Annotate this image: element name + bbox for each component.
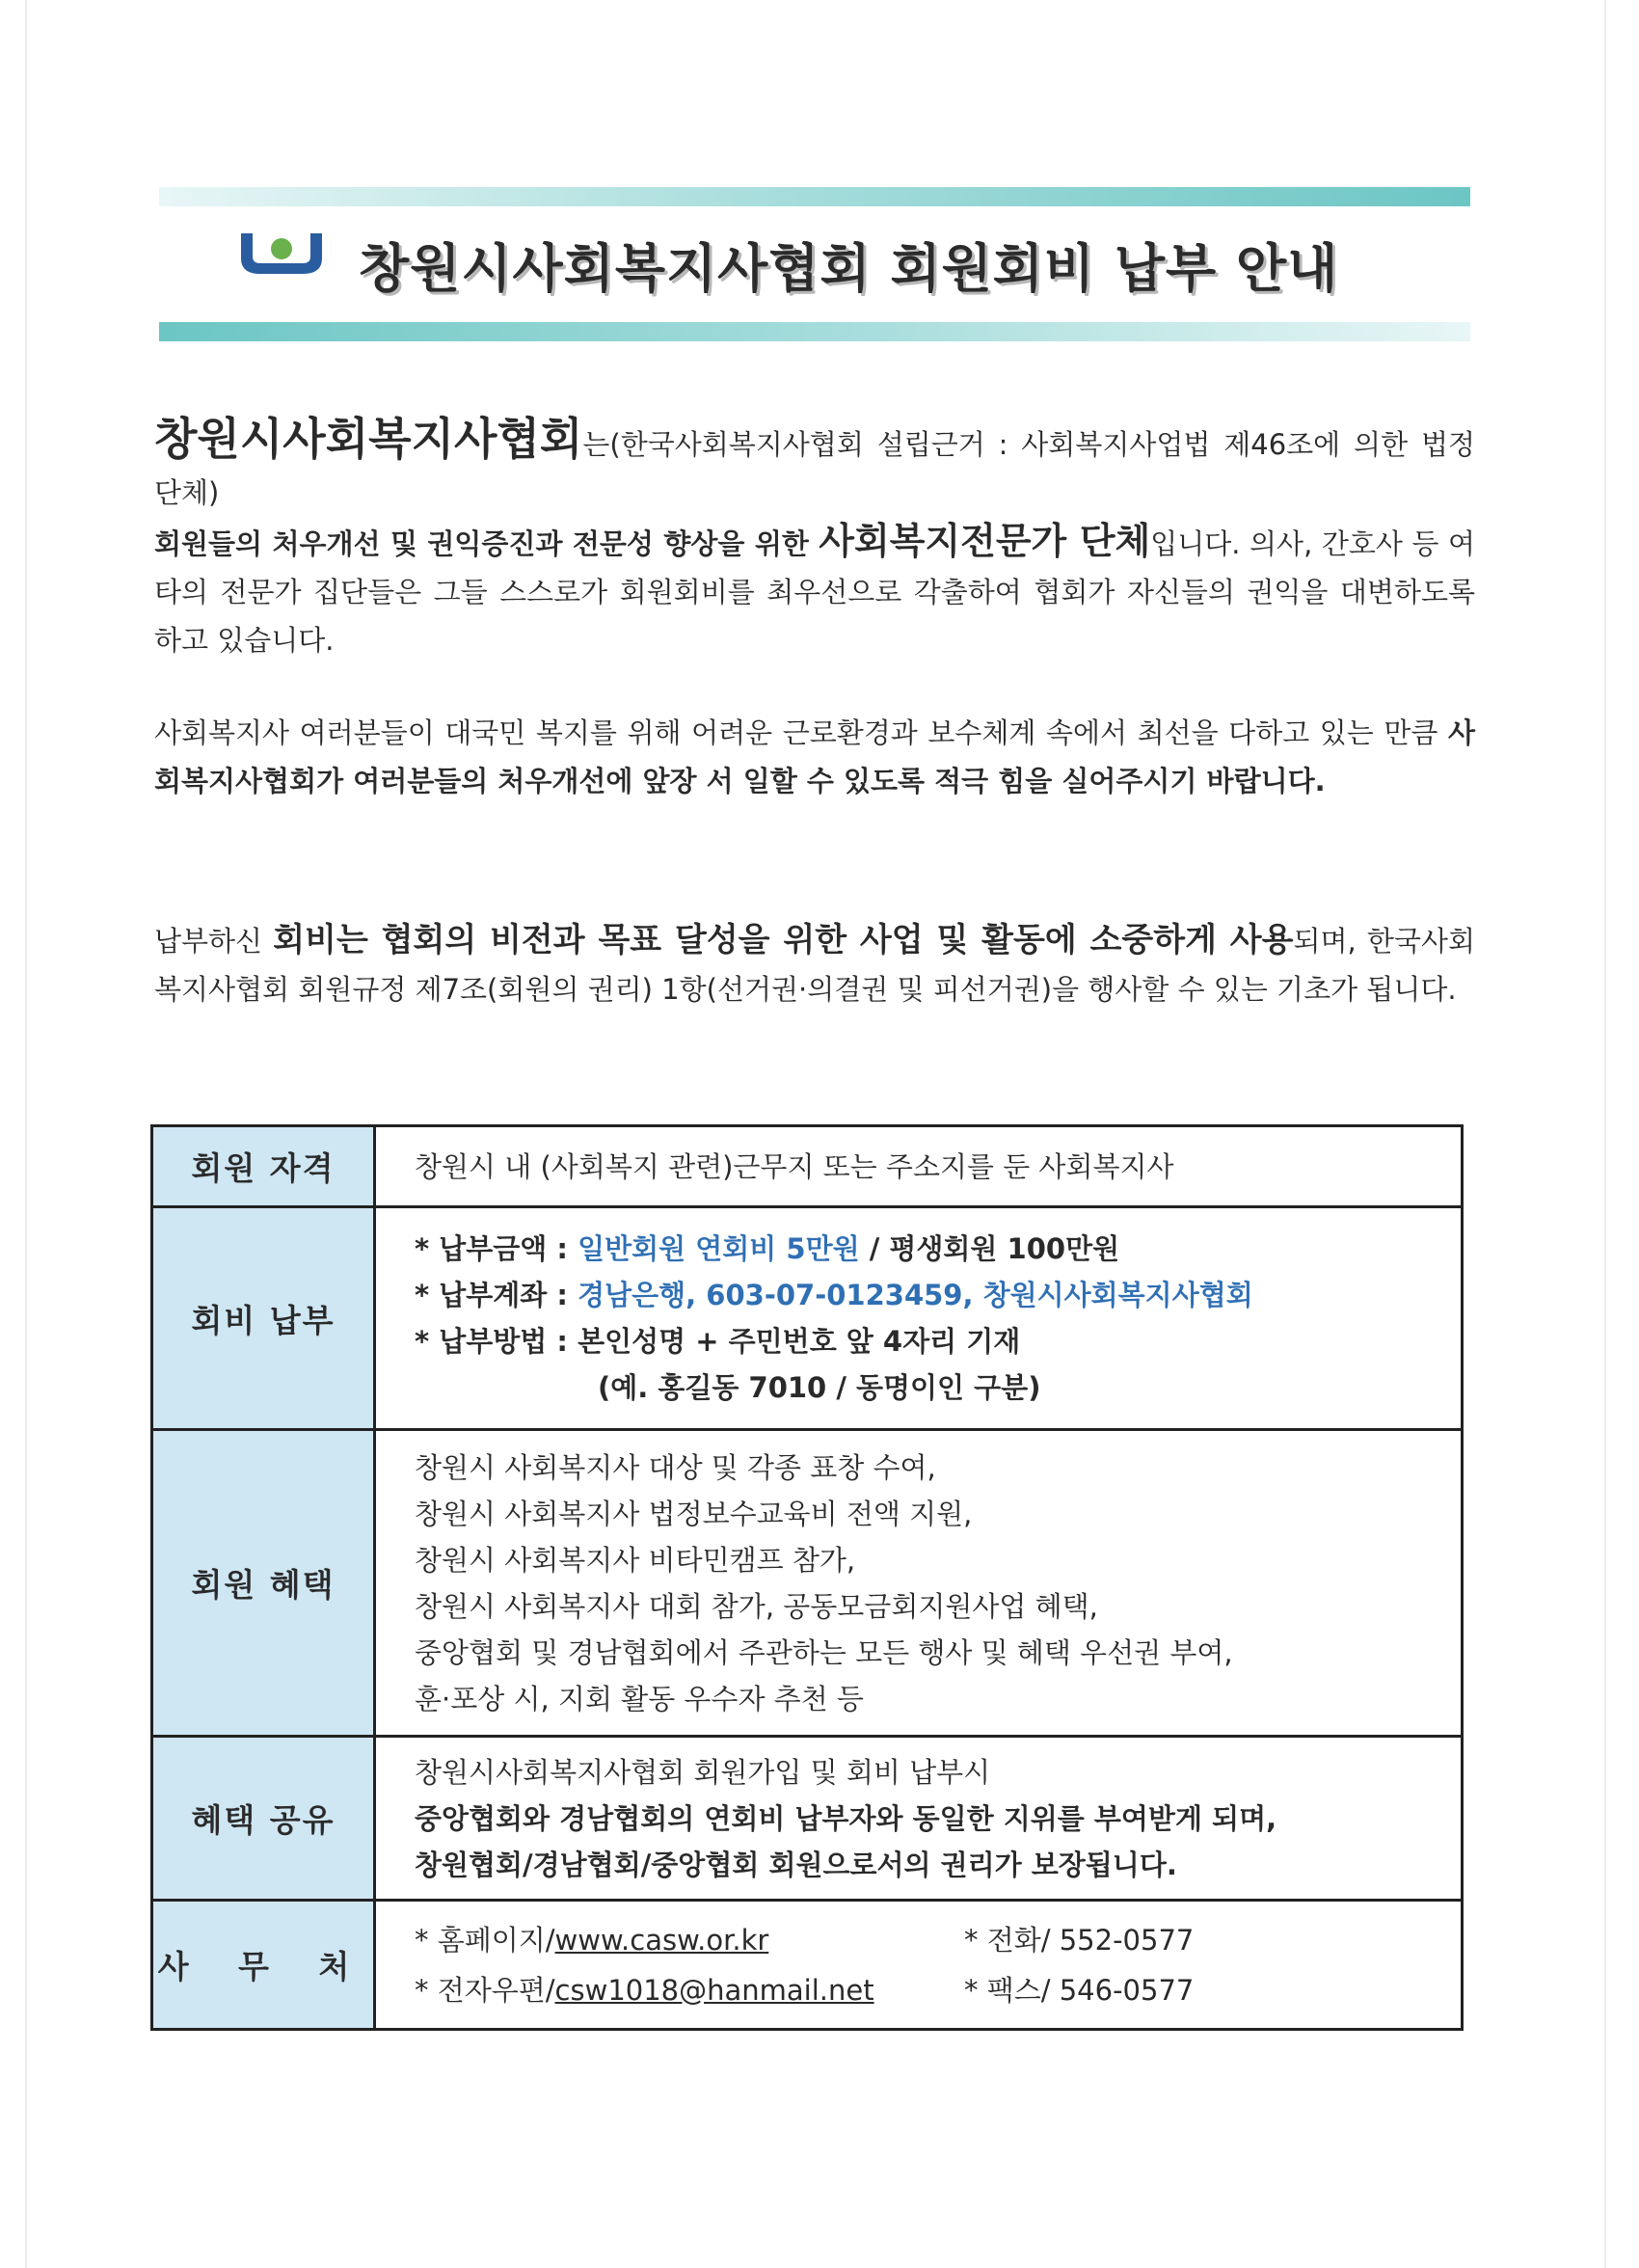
lifetime-fee: / 평생회원 100만원 [859, 1232, 1120, 1265]
office-contacts [415, 1917, 1422, 2013]
fee-header: 회비 납부 [153, 1208, 376, 1431]
eligibility-cell [376, 1127, 1461, 1208]
org-name: 창원시사회복지사협회 [154, 413, 583, 465]
fee-amount-line [415, 1226, 1422, 1272]
benefits-cell [376, 1431, 1461, 1738]
fee-method-example: (예. 홍길동 7010 / 동명이인 구분) [598, 1371, 1041, 1404]
eligibility-header: 회원 자격 [153, 1127, 376, 1208]
membership-info-table [150, 1124, 1464, 2031]
fee-account-label: * 납부계좌 : [415, 1279, 578, 1311]
benefit-item: 중앙협회 및 경남협회에서 주관하는 모든 행사 및 혜택 우선권 부여, [415, 1635, 1233, 1669]
sharing-header: 혜택 공유 [153, 1738, 376, 1902]
banner-top-bar [159, 187, 1470, 206]
sharing-line: 창원협회/경남협회/중앙협회 회원으로서의 권리가 보장됩니다. [415, 1848, 1177, 1881]
fee-amount-label: * 납부금액 : [415, 1232, 578, 1265]
usage-paragraph [154, 916, 1475, 1013]
intro-text: 회원들의 처우개선 및 권익증진과 전문성 향상을 위한 [154, 527, 820, 560]
intro-text: 는(한국사회복지사협회 설립근거 : 사회복지사업법 제46조에 의한 법정단체) [154, 428, 1475, 509]
email-label: * 전자우편/ [415, 1973, 555, 2007]
paragraph-text: 납부하신 [154, 925, 274, 958]
paragraph-text: 사회복지사 여러분들이 대국민 복지를 위해 어려운 근로환경과 보수체계 속에서 최선을 다하고 있는 만큼 [154, 716, 1448, 749]
benefit-item: 창원시 사회복지사 비타민캠프 참가, [415, 1543, 856, 1577]
homepage-label: * 홈페이지/ [415, 1923, 555, 1957]
emphasis-text: 사회복지전문가 단체 [819, 520, 1151, 562]
fax-number: * 팩스/ 546-0577 [964, 1973, 1195, 2007]
sharing-cell [376, 1738, 1461, 1902]
fee-account-line [415, 1272, 1422, 1318]
office-header: 사 무 처 [153, 1902, 376, 2028]
email-line [415, 1967, 964, 2013]
association-logo-icon [235, 230, 328, 278]
benefit-item: 훈·포상 시, 지회 활동 우수자 추천 등 [415, 1682, 864, 1715]
benefit-item: 창원시 사회복지사 대상 및 각종 표창 수여, [415, 1450, 936, 1484]
phone-number: * 전화/ 552-0577 [964, 1923, 1195, 1957]
scan-edge [1604, 0, 1606, 2268]
bank-account: 경남은행, 603-07-0123459, 창원시사회복지사협회 [578, 1279, 1253, 1311]
regular-fee: 일반회원 연회비 5만원 [578, 1232, 860, 1265]
fee-cell [376, 1208, 1461, 1431]
homepage-line [415, 1917, 964, 1963]
intro-paragraph [154, 415, 1475, 664]
banner-bottom-bar [159, 322, 1470, 341]
paragraph-bold-text: 사회복지사협회가 여러분들의 처우개선에 앞장 서 일할 수 있도록 적극 힘을 실어주시기 바랍니다. [154, 716, 1475, 797]
sharing-line: 창원시사회복지사협회 회원가입 및 회비 납부시 [415, 1755, 991, 1789]
scan-edge [25, 0, 27, 2268]
page-title: 창원시사회복지사협회 회원회비 납부 안내 [359, 238, 1339, 299]
support-paragraph [154, 709, 1475, 805]
fee-method-line: * 납부방법 : 본인성명 + 주민번호 앞 4자리 기재 [415, 1325, 1021, 1358]
homepage-link[interactable]: www.casw.or.kr [554, 1923, 769, 1957]
eligibility-text: 창원시 내 (사회복지 관련)근무지 또는 주소지를 둔 사회복지사 [415, 1149, 1174, 1183]
emphasis-text: 회비는 협회의 비전과 목표 달성을 위한 사업 및 활동에 소중하게 사용 [273, 921, 1294, 959]
email-link[interactable]: csw1018@hanmail.net [554, 1973, 874, 2007]
sharing-line: 중앙협회와 경남협회의 연회비 납부자와 동일한 지위를 부여받게 되며, [415, 1801, 1277, 1835]
benefit-item: 창원시 사회복지사 대회 참가, 공동모금회지원사업 혜택, [415, 1589, 1098, 1623]
benefit-item: 창원시 사회복지사 법정보수교육비 전액 지원, [415, 1497, 973, 1530]
intro-text: 입니다. 의사, 간호사 등 여타의 전문가 집단들은 그들 스스로가 회원회비를 최우선으로 각출하여 협회가 자신들의 권익을 대변하도록 하고 있습니다. [154, 527, 1476, 657]
paragraph-text: 되며, 한국사회복지사협회 회원규정 제7조(회원의 권리) 1항(선거권·의결권 및 피선거권)을 행사할 수 있는 기초가 됩니다. [154, 925, 1475, 1006]
benefits-header: 회원 혜택 [153, 1431, 376, 1738]
office-cell [376, 1902, 1461, 2028]
